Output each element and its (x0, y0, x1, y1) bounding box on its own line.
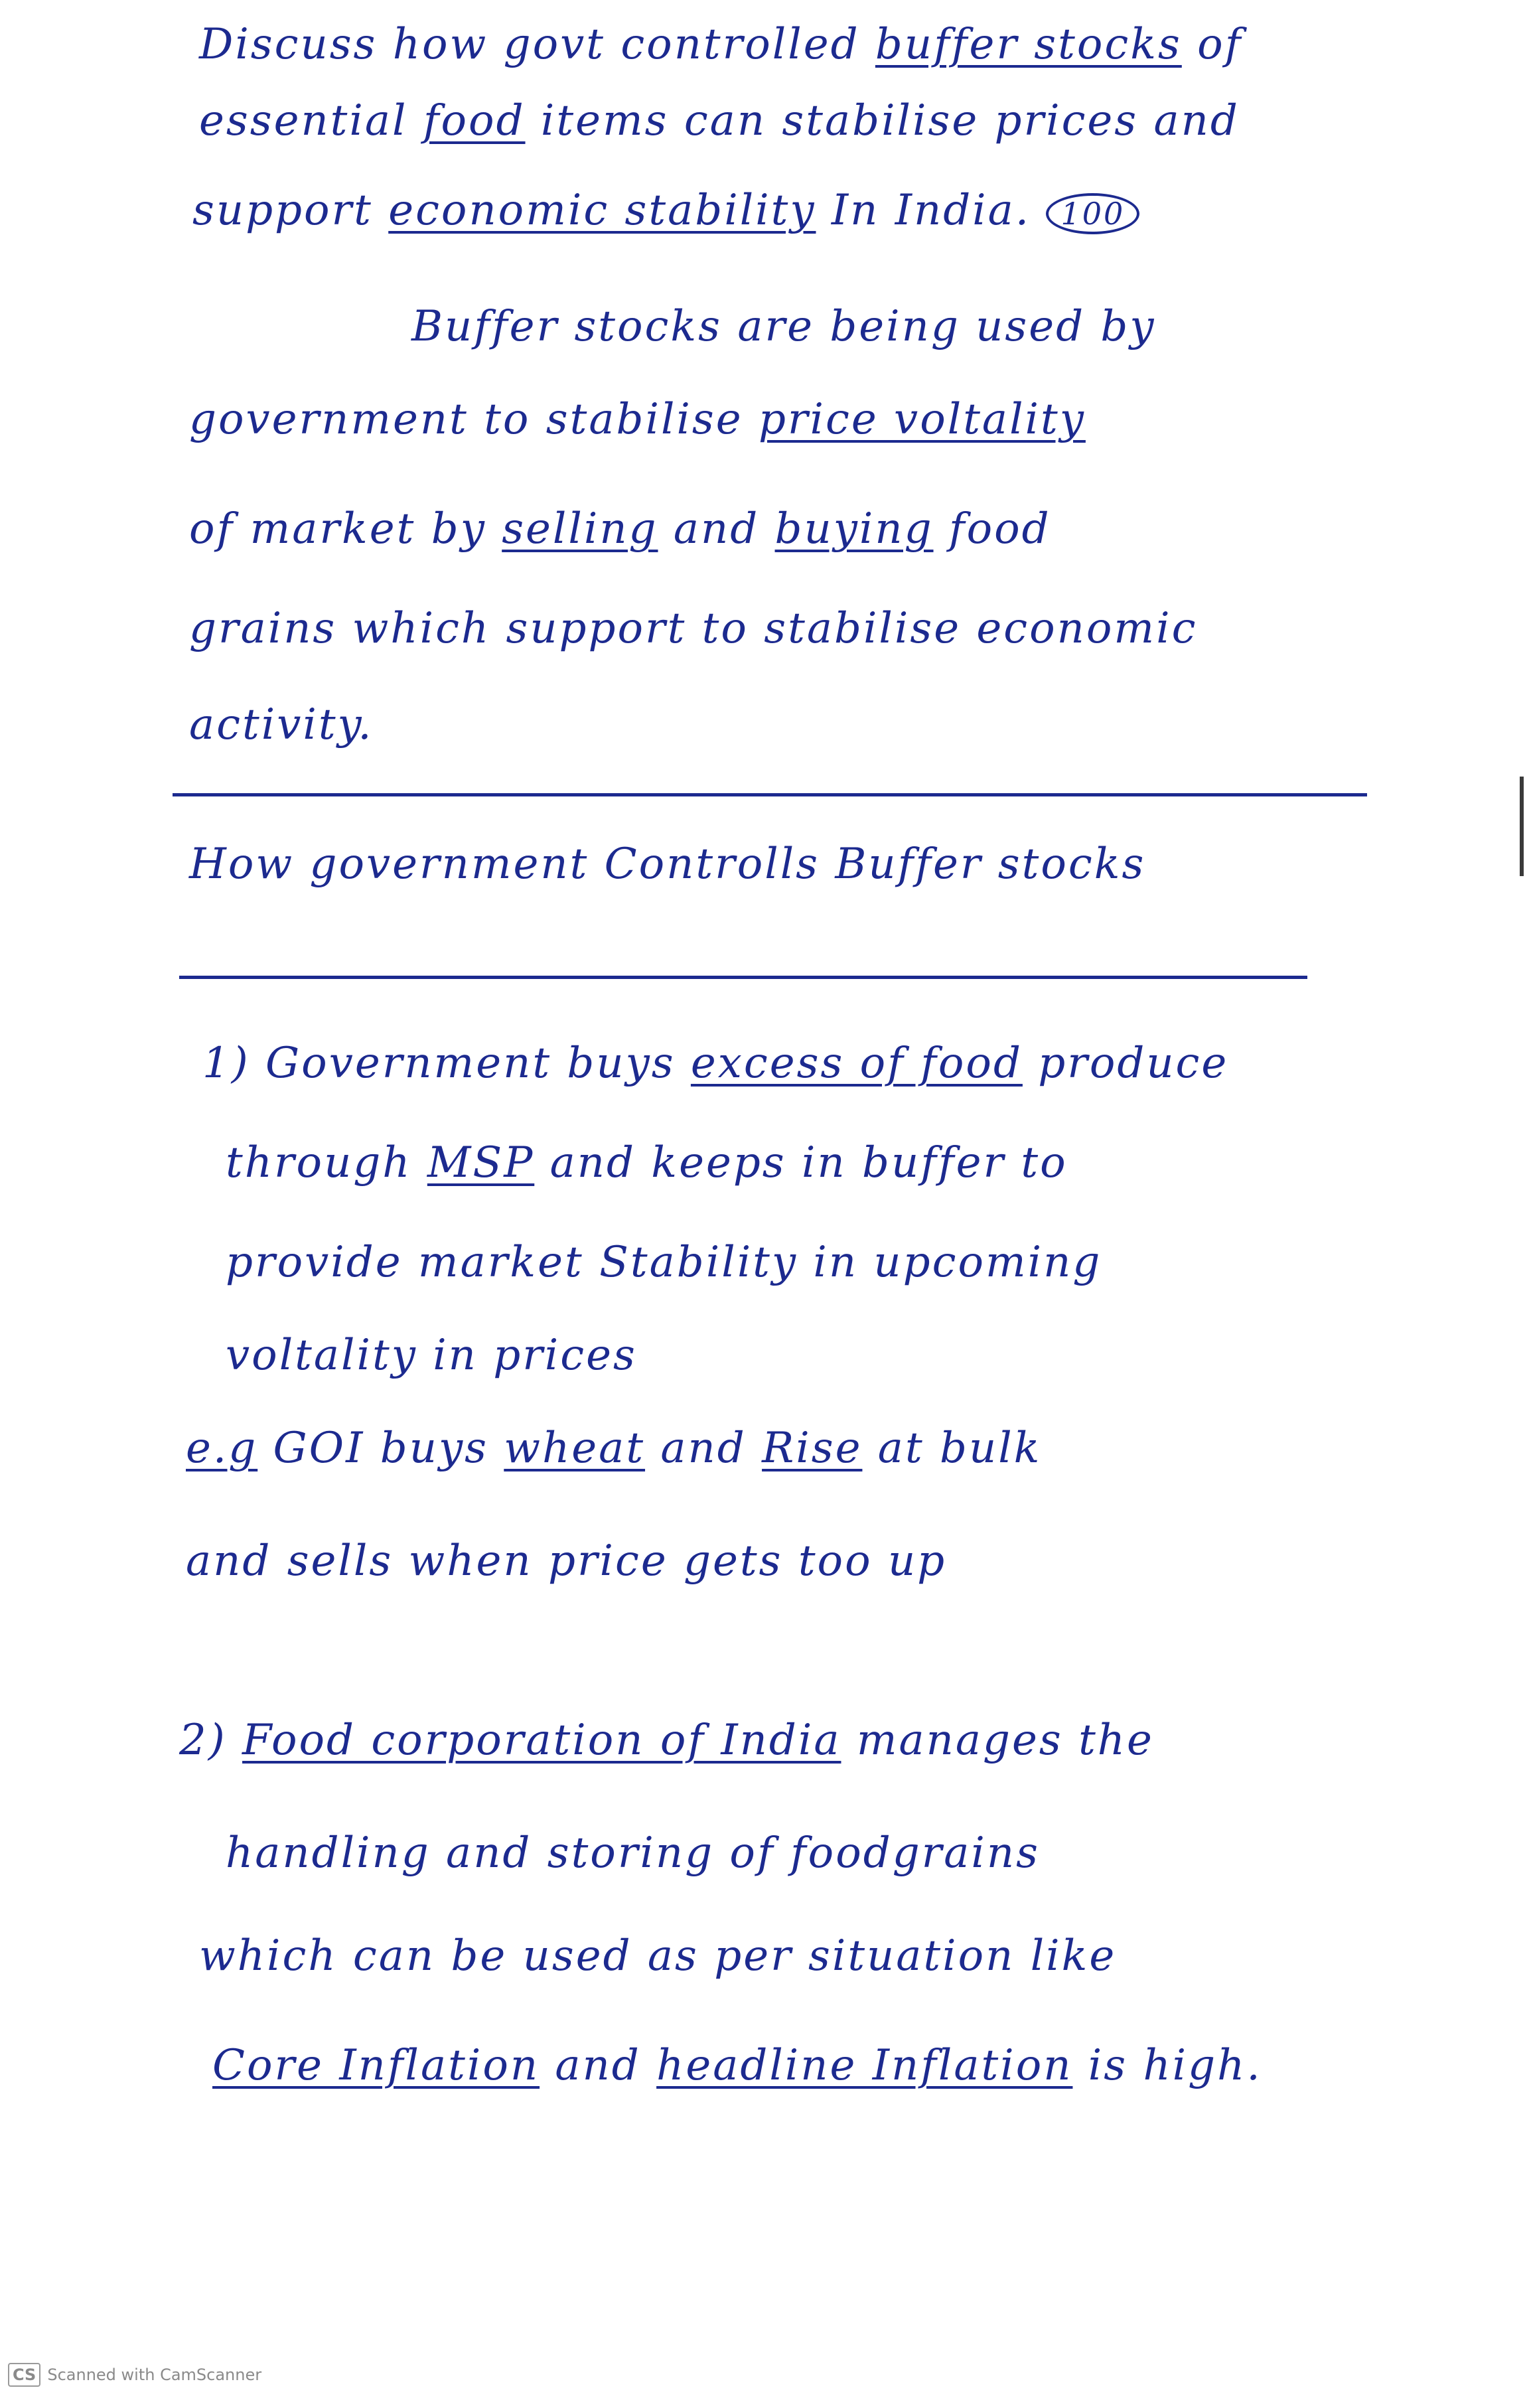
point1-line-3: provide market Stability in upcoming (226, 1238, 1102, 1287)
underlined-phrase: excess of food (690, 1039, 1023, 1088)
point2-line-1: 2) Food corporation of India manages the (179, 1716, 1154, 1765)
point1-line-4: voltality in prices (226, 1331, 637, 1380)
divider-line (179, 976, 1307, 979)
question-line-1: Discuss how govt controlled buffer stocks of (199, 20, 1243, 69)
intro-line-5: activity. (189, 700, 374, 749)
underlined-phrase: food (423, 96, 526, 145)
point1-line-1: 1) Government buys excess of food produce (202, 1039, 1229, 1088)
camscanner-logo-icon: CS (8, 2363, 40, 2387)
point2-line-4: Core Inflation and headline Inflation is high. (212, 2041, 1262, 2090)
watermark-text: Scanned with CamScanner (47, 2366, 262, 2384)
point1-line-2: through MSP and keeps in buffer to (226, 1138, 1068, 1187)
intro-line-3: of market by selling and buying food (189, 504, 1051, 554)
camscanner-watermark (8, 2363, 261, 2387)
intro-line-1: Buffer stocks are being used by (411, 302, 1156, 351)
intro-line-4: grains which support to stabilise economic (189, 604, 1198, 653)
scan-edge-mark (1520, 777, 1524, 876)
underlined-phrase: economic stability (388, 186, 816, 235)
point2-line-3: which can be used as per situation like (199, 1931, 1117, 1981)
underlined-phrase: headline Inflation (656, 2041, 1073, 2090)
underlined-phrase: Food corporation of India (242, 1716, 841, 1765)
point1-line-6: and sells when price gets too up (186, 1537, 947, 1586)
underlined-phrase: Core Inflation (212, 2041, 540, 2090)
underlined-phrase: buffer stocks (875, 20, 1182, 69)
question-line-3: support economic stability In India. 100 (192, 189, 1139, 234)
point1-line-5: e.g GOI buys wheat and Rise at bulk (186, 1424, 1042, 1473)
intro-line-2: government to stabilise price voltality (189, 395, 1086, 444)
underlined-phrase: selling (502, 504, 658, 554)
section-heading: How government Controlls Buffer stocks (189, 840, 1146, 889)
marks-circle: 100 (1046, 193, 1139, 234)
underlined-phrase: buying (774, 504, 934, 554)
underlined-phrase: Rise (762, 1424, 863, 1473)
question-line-2: essential food items can stabilise prices and (199, 96, 1240, 145)
underlined-phrase: MSP (427, 1138, 535, 1187)
underlined-phrase: price voltality (758, 395, 1086, 444)
point2-line-2: handling and storing of foodgrains (226, 1829, 1040, 1878)
underlined-phrase: e.g (186, 1424, 258, 1473)
underlined-phrase: wheat (504, 1424, 646, 1473)
divider-line (173, 793, 1367, 796)
